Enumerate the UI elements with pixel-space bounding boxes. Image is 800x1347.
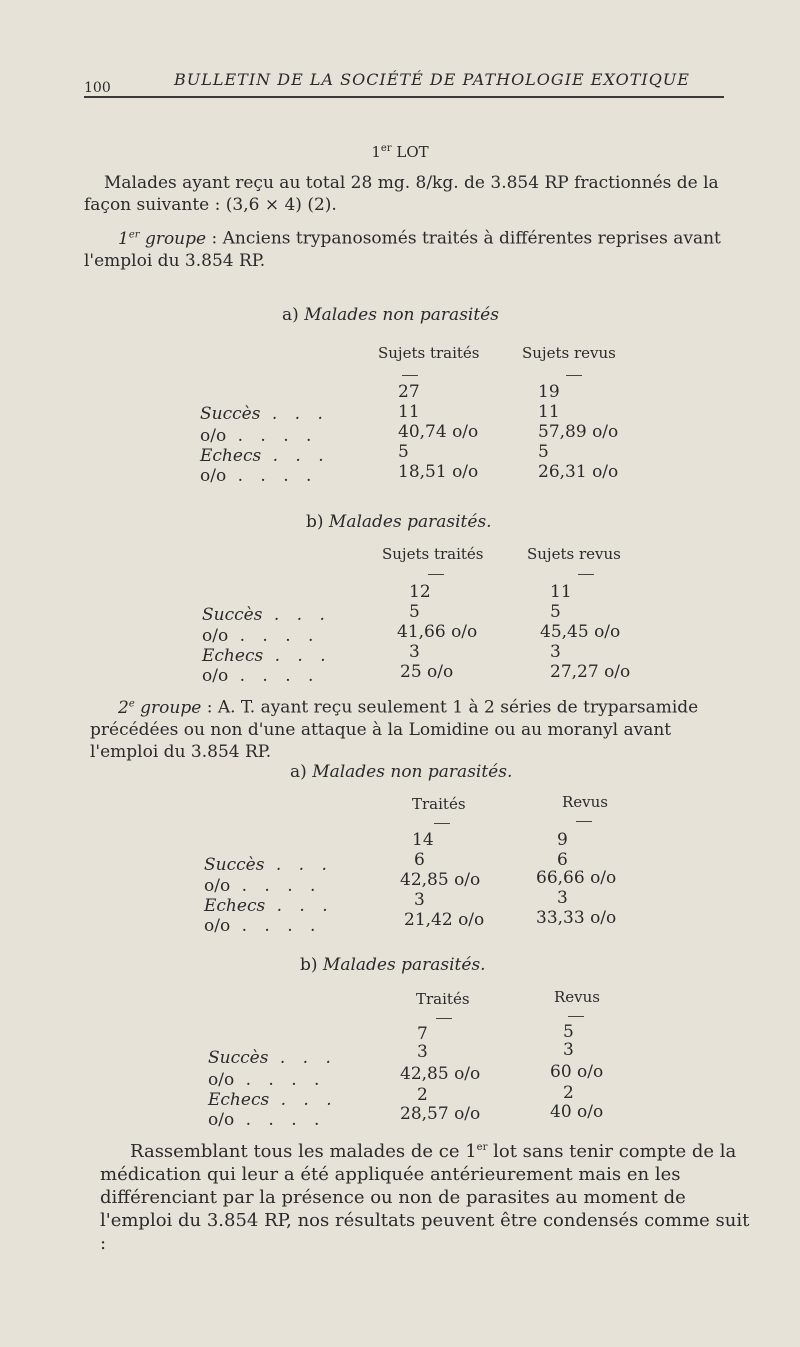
table-cell: 66,66 o/o: [536, 868, 617, 888]
table-cell: 2: [417, 1085, 428, 1105]
row-label-pct: o/o . . . .: [208, 1110, 326, 1130]
table4-col1-header: Traités: [416, 990, 470, 1008]
table-cell: 14: [412, 830, 434, 850]
divider: [566, 375, 582, 376]
table-cell: 7: [417, 1024, 428, 1044]
table-cell: 27,27 o/o: [550, 662, 631, 682]
table-cell: 28,57 o/o: [400, 1104, 481, 1124]
table4-col2-header: Revus: [554, 988, 601, 1006]
table-cell: 25 o/o: [400, 662, 454, 682]
table-cell: 3: [409, 642, 420, 662]
table-cell: 3: [557, 888, 568, 908]
table2-col1-header: Sujets traités: [382, 545, 484, 563]
groupe2-label: 2e groupe: [118, 697, 202, 718]
table3-col1-header: Traités: [412, 795, 466, 813]
table-cell: 42,85 o/o: [400, 870, 481, 890]
divider: [436, 1018, 452, 1019]
divider: [434, 823, 450, 824]
running-header: [84, 70, 724, 98]
table-cell: 60 o/o: [550, 1062, 604, 1082]
table-cell: 19: [538, 382, 560, 402]
row-label-echecs: Echecs . . .: [202, 646, 332, 666]
table-cell: 40 o/o: [550, 1102, 604, 1122]
lot-title: 1er LOT: [371, 143, 429, 161]
table3-title: a) Malades non parasités.: [290, 762, 513, 782]
table2-title: b) Malades parasités.: [306, 512, 492, 532]
table-cell: 3: [414, 890, 425, 910]
conclusion-paragraph: Rassemblant tous les malades de ce 1er lot sans tenir compte de la médication qui leur a été appliquée antérieurement mais en les différenciant par la présence ou non de parasites au moment de l'emploi du 3.854 RP, nos résultats peuvent être condensés comme suit :: [100, 1141, 750, 1254]
row-label-pct: o/o . . . .: [202, 626, 320, 646]
row-label-succes: Succès . . .: [202, 605, 331, 625]
table-cell: 45,45 o/o: [540, 622, 621, 642]
table-cell: 26,31 o/o: [538, 462, 619, 482]
table-cell: 40,74 o/o: [398, 422, 479, 442]
row-label-echecs: Echecs . . .: [208, 1090, 338, 1110]
table-cell: 5: [538, 442, 549, 462]
row-label-echecs: Echecs . . .: [200, 446, 330, 466]
running-title: BULLETIN DE LA SOCIÉTÉ DE PATHOLOGIE EXOTIQUE: [174, 70, 690, 89]
row-label-succes: Succès . . .: [200, 404, 329, 424]
table-cell: 12: [409, 582, 431, 602]
table-cell: 57,89 o/o: [538, 422, 619, 442]
table-cell: 5: [550, 602, 561, 622]
intro-paragraph: Malades ayant reçu au total 28 mg. 8/kg. de 3.854 RP fractionnés de la façon suivante : (3,6 × 4) (2).: [84, 173, 719, 215]
row-label-succes: Succès . . .: [204, 855, 333, 875]
table-cell: 18,51 o/o: [398, 462, 479, 482]
table-cell: 5: [563, 1022, 574, 1042]
table-cell: 27: [398, 382, 420, 402]
table-cell: 21,42 o/o: [404, 910, 485, 930]
divider: [576, 821, 592, 822]
row-label-pct: o/o . . . .: [202, 666, 320, 686]
table-cell: 42,85 o/o: [400, 1064, 481, 1084]
table1-col2-header: Sujets revus: [522, 344, 616, 362]
divider: [568, 1016, 584, 1017]
table-cell: 5: [409, 602, 420, 622]
divider: [578, 574, 594, 575]
table-cell: 3: [417, 1042, 428, 1062]
table-cell: 6: [414, 850, 425, 870]
table4-title: b) Malades parasités.: [300, 955, 486, 975]
groupe2-paragraph: 2e groupe : A. T. ayant reçu seulement 1 à 2 séries de tryparsamide précédées ou non d'une attaque à la Lomidine ou au moranyl avant l'emploi du 3.854 RP.: [90, 697, 699, 762]
divider: [428, 574, 444, 575]
table-cell: 33,33 o/o: [536, 908, 617, 928]
row-label-pct: o/o . . . .: [204, 876, 322, 896]
row-label-pct: o/o . . . .: [204, 916, 322, 936]
table-cell: 3: [563, 1040, 574, 1060]
row-label-echecs: Echecs . . .: [204, 896, 334, 916]
table-cell: 41,66 o/o: [397, 622, 478, 642]
groupe1-label: 1er groupe: [118, 228, 207, 249]
row-label-pct: o/o . . . .: [200, 426, 318, 446]
table-cell: 9: [557, 830, 568, 850]
table-cell: 2: [563, 1083, 574, 1103]
row-label-succes: Succès . . .: [208, 1048, 337, 1068]
table-cell: 11: [538, 402, 560, 422]
table2-col2-header: Sujets revus: [527, 545, 621, 563]
table3-col2-header: Revus: [562, 793, 609, 811]
table-cell: 6: [557, 850, 568, 870]
row-label-pct: o/o . . . .: [208, 1070, 326, 1090]
table-cell: 11: [398, 402, 420, 422]
table-cell: 3: [550, 642, 561, 662]
table-cell: 5: [398, 442, 409, 462]
divider: [402, 375, 418, 376]
page-number: 100: [84, 80, 111, 96]
groupe1-paragraph: 1er groupe : Anciens trypanosomés traités à différentes reprises avant l'emploi du 3.854 RP.: [84, 228, 721, 271]
table-cell: 11: [550, 582, 572, 602]
row-label-pct: o/o . . . .: [200, 466, 318, 486]
table1-col1-header: Sujets traités: [378, 344, 480, 362]
table1-title: a) Malades non parasités: [282, 305, 499, 325]
